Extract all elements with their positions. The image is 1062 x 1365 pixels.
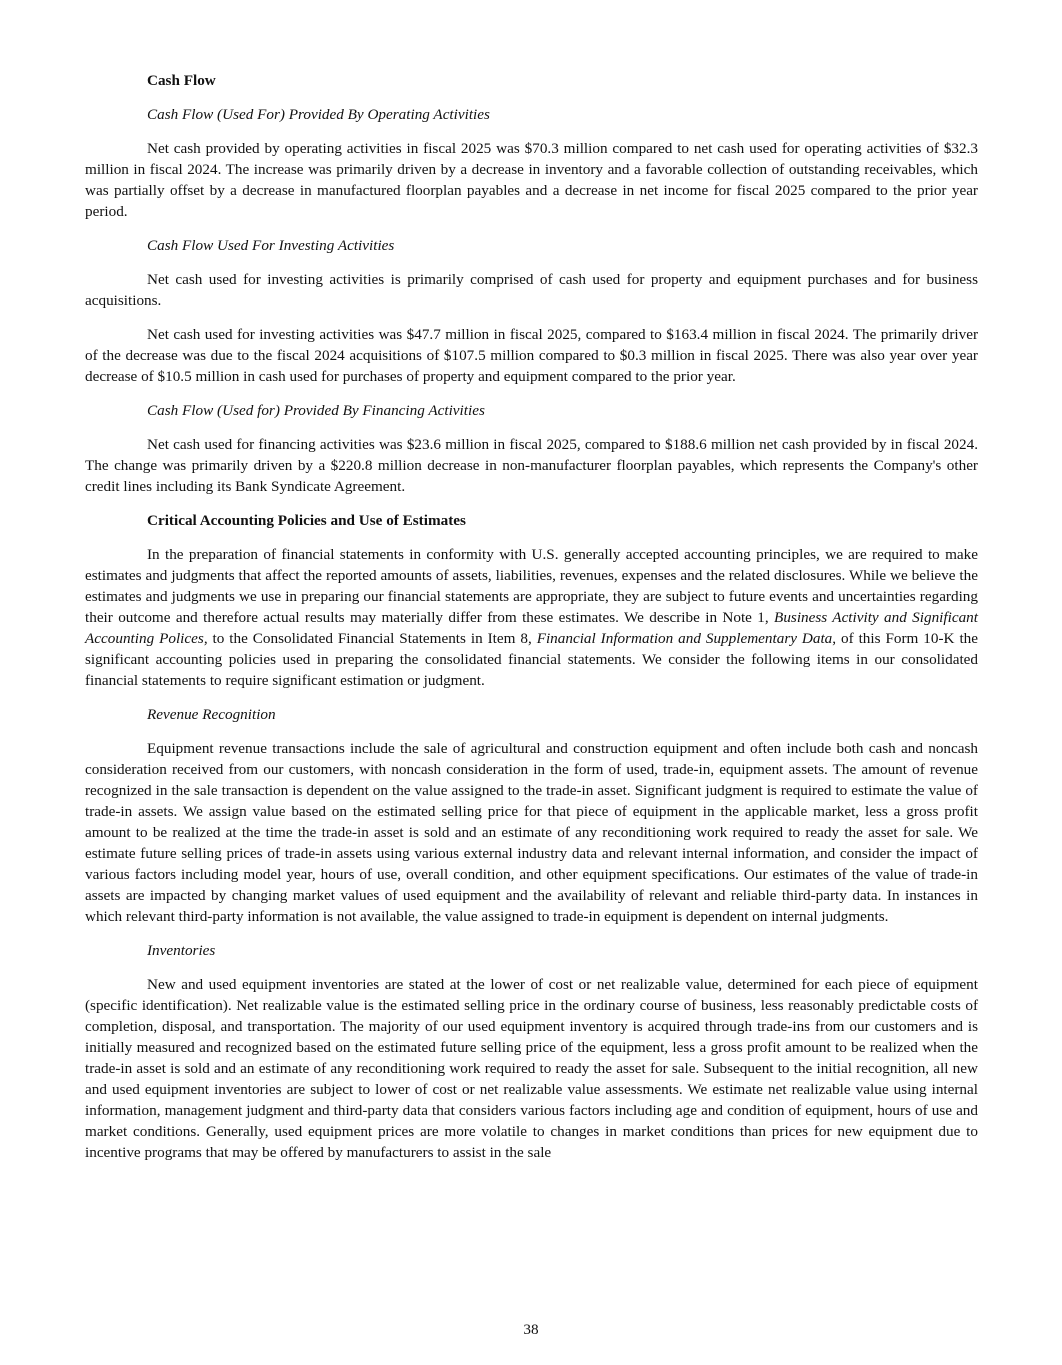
paragraph-investing-overview: Net cash used for investing activities is primarily comprised of cash used for property and equipment purchases and for business acquisitions. xyxy=(85,271,978,309)
paragraph-financing-activities: Net cash used for financing activities was $23.6 million in fiscal 2025, compared to $188.6 million net cash provided by in fiscal 2024. The change was primarily driven by a $220.8 million decrease in non-manufacturer floorplan payables, which represents the Company's other credit lines including its Bank Syndicate Agreement. xyxy=(85,436,978,495)
subheading-financing-activities: Cash Flow (Used for) Provided By Financing Activities xyxy=(147,402,485,419)
critical-text-part-1: In the preparation of financial statements in conformity with U.S. generally accepted accounting principles, we are required to make estimates and judgments that affect the reported amounts of assets, liabilities, revenues, expenses and the related disclosures. While we believe the estimates and judgments we use in preparing our financial statements are appropriate, they are subject to future events and uncertainties regarding their outcome and therefore actual results may materially differ from these estimates. We describe in Note 1, xyxy=(85,546,978,626)
paragraph-revenue-recognition: Equipment revenue transactions include the sale of agricultural and construction equipment and often include both cash and noncash consideration received from our customers, with noncash consideration in the form of used, trade-in, equipment assets. The amount of revenue recognized in the sale transaction is dependent on the value assigned to the trade-in asset. Significant judgment is required to estimate the value of trade-in assets. We assign value based on the estimated selling price for that piece of equipment in the applicable market, less a gross profit amount to be realized at the time the trade-in asset is sold and an estimate of any reconditioning work required to ready the asset for sale. We estimate future selling prices of trade-in assets using various external industry data and relevant internal information, and consider the impact of various factors including model year, hours of use, overall condition, and other equipment specifications. Our estimates of the value of trade-in assets are impacted by changing market values of used equipment and the availability of relevant and reliable third-party data. In instances in which relevant third-party information is not available, the value assigned to trade-in equipment is dependent on internal judgments. xyxy=(85,740,978,925)
paragraph-investing-details: Net cash used for investing activities was $47.7 million in fiscal 2025, compared to $163.4 million in fiscal 2024. The primarily driver of the decrease was due to the fiscal 2024 acquisitions of $107.5 million compared to $0.3 million in fiscal 2025. There was also year over year decrease of $10.5 million in cash used for purchases of property and equipment compared to the prior year. xyxy=(85,326,978,385)
subheading-investing-activities: Cash Flow Used For Investing Activities xyxy=(147,237,395,254)
critical-text-part-3: , of this Form 10-K the significant accounting policies used in preparing the consolidated financial statements. We consider the following items in our consolidated financial statements to require significant estimation or judgment. xyxy=(85,630,978,689)
heading-critical-accounting-policies: Critical Accounting Policies and Use of Estimates xyxy=(147,512,466,529)
critical-text-part-2: , to the Consolidated Financial Statements in Item 8, xyxy=(203,630,537,647)
paragraph-inventories: New and used equipment inventories are stated at the lower of cost or net realizable value, determined for each piece of equipment (specific identification). Net realizable value is the estimated selling price in the ordinary course of business, less reasonably predictable costs of completion, disposal, and transportation. The majority of our used equipment inventory is acquired through trade-ins from our customers and is initially measured and recognized based on the estimated future selling price of the equipment, less a gross profit amount to be realized when the trade-in asset is sold and an estimate of any reconditioning work required to ready the asset for sale. Subsequent to the initial recognition, all new and used equipment inventories are subject to lower of cost or net realizable value assessments. We estimate net realizable value using internal information, management judgment and third-party data that considers various factors including age and condition of equipment, hours of use and market conditions. Generally, used equipment prices are more volatile to changes in market conditions than prices for new equipment due to incentive programs that may be offered by manufacturers to assist in the sale xyxy=(85,976,978,1161)
document-page xyxy=(85,70,978,1163)
subheading-inventories: Inventories xyxy=(147,942,216,959)
note-title-reference: Business Activity and Significant Accounting Polices xyxy=(85,609,978,647)
subheading-revenue-recognition: Revenue Recognition xyxy=(147,706,276,723)
subheading-operating-activities: Cash Flow (Used For) Provided By Operating Activities xyxy=(147,106,490,123)
paragraph-critical-accounting-policies xyxy=(85,544,978,691)
heading-cash-flow: Cash Flow xyxy=(147,72,216,89)
paragraph-operating-activities: Net cash provided by operating activities in fiscal 2025 was $70.3 million compared to net cash used for operating activities of $32.3 million in fiscal 2024. The increase was primarily driven by a decrease in inventory and a favorable collection of outstanding receivables, which was partially offset by a decrease in manufactured floorplan payables and a decrease in net income for fiscal 2025 compared to the prior year period. xyxy=(85,140,978,220)
page-number: 38 xyxy=(523,1321,539,1338)
item-title-reference: Financial Information and Supplementary Data xyxy=(536,630,833,647)
